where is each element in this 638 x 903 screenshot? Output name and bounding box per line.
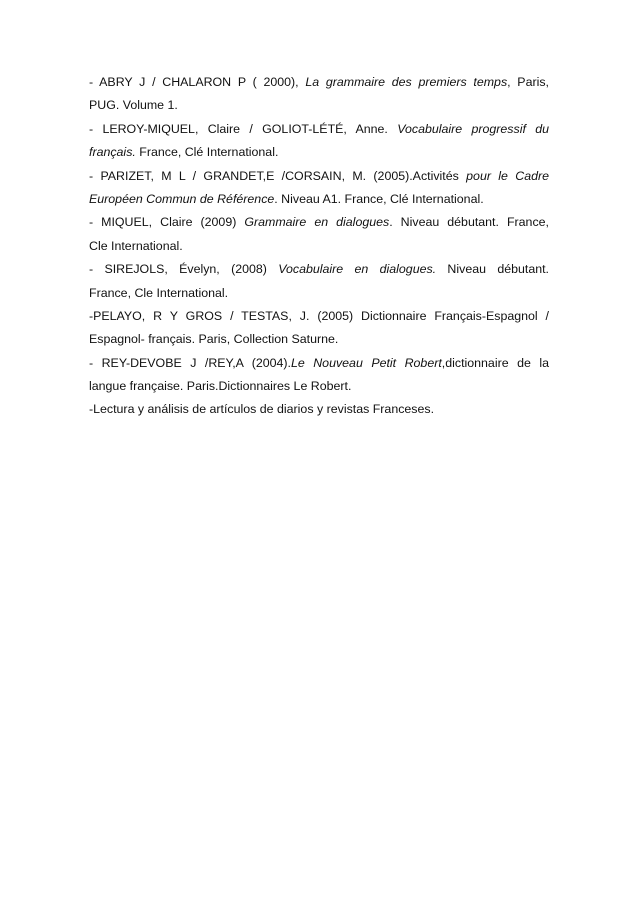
bibliography-page: [89, 71, 549, 422]
reference-line: [89, 282, 549, 305]
reference-title: Grammaire en dialogues: [244, 215, 390, 230]
reference-line: [89, 94, 549, 117]
reference-rey-debove: [89, 352, 549, 399]
reference-title: pour le Cadre: [466, 168, 549, 183]
reference-sirejols: [89, 258, 549, 305]
reference-line: [89, 352, 549, 375]
reference-text: langue française. Paris.Dictionnaires Le Robert.: [89, 379, 352, 394]
reference-text: - ABRY J / CHALARON P ( 2000),: [89, 75, 306, 89]
reference-text: - SIREJOLS, Évelyn, (2008): [89, 262, 279, 277]
reference-title: Européen Commun de Référence: [89, 191, 275, 206]
reference-pelayo: [89, 305, 549, 352]
reference-abry: [89, 71, 549, 118]
reference-text: Espagnol- français. Paris, Collection Saturne.: [89, 332, 339, 347]
reference-text: - REY-DEVOBE J /REY,A (2004).: [89, 355, 291, 370]
reference-line: [89, 235, 549, 258]
reference-line: [89, 328, 549, 351]
reference-leroy-miquel: [89, 118, 549, 165]
reference-text: - PARIZET, M L / GRANDET,E /CORSAIN, M. (2005).Activités: [89, 168, 467, 183]
reference-title: Vocabulaire en dialogues.: [278, 262, 437, 277]
reference-line: [89, 188, 549, 211]
reference-text: Niveau débutant.: [436, 262, 549, 277]
reference-line: [89, 141, 549, 164]
reference-line: [89, 165, 549, 188]
reference-line: [89, 258, 549, 281]
reference-text: . Niveau A1. France, Clé International.: [274, 191, 484, 206]
reference-title: La grammaire des premiers temps: [305, 75, 508, 89]
reference-text: ,dictionnaire de la: [441, 355, 549, 370]
reference-text: - MIQUEL, Claire (2009): [89, 215, 245, 230]
reference-line: [89, 211, 549, 234]
reference-parizet: [89, 165, 549, 212]
reference-text: -PELAYO, R Y GROS / TESTAS, J. (2005) Dictionnaire Français-Espagnol /: [89, 308, 549, 323]
reference-text: . Niveau débutant. France,: [389, 215, 549, 230]
reference-line: [89, 118, 549, 141]
reference-line: [89, 71, 549, 94]
reference-line: [89, 375, 549, 398]
reference-title: Le Nouveau Petit Robert: [290, 355, 442, 370]
reference-line: [89, 398, 549, 421]
reference-text: , Paris,: [507, 75, 549, 89]
reference-text: PUG. Volume 1.: [89, 98, 178, 113]
reference-text: France, Clé International.: [135, 145, 279, 160]
reference-text: -Lectura y análisis de artículos de diarios y revistas Franceses.: [89, 402, 435, 417]
reference-title: français.: [89, 145, 136, 160]
reference-title: Vocabulaire progressif du: [397, 121, 549, 136]
reference-miquel: [89, 211, 549, 258]
reference-lectura: [89, 398, 549, 421]
reference-text: - LEROY-MIQUEL, Claire / GOLIOT-LÉTÉ, Anne.: [89, 121, 398, 136]
reference-line: [89, 305, 549, 328]
reference-text: France, Cle International.: [89, 285, 229, 300]
reference-text: Cle International.: [89, 238, 183, 253]
